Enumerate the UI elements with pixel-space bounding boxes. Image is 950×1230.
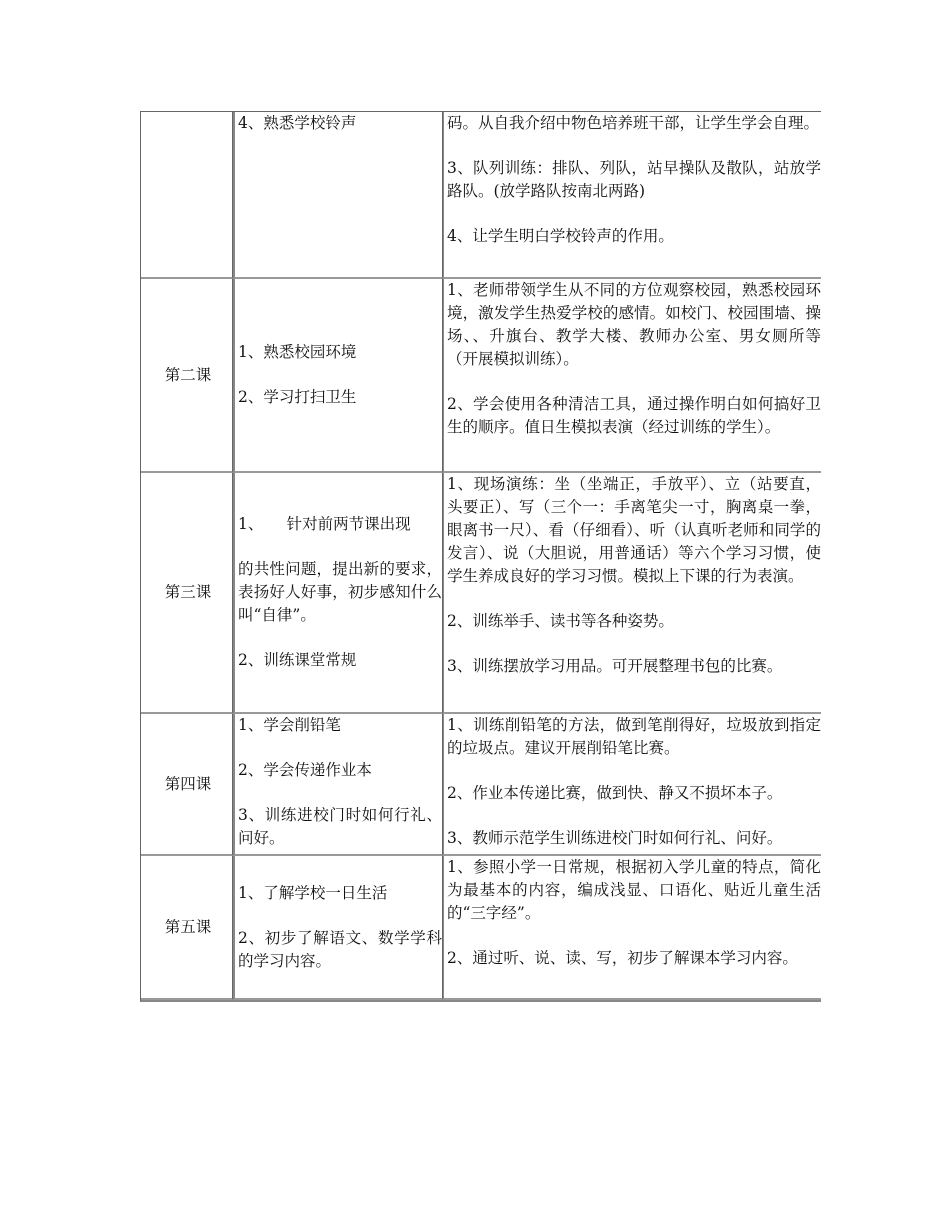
- goal-text: 1、了解学校一日生活: [238, 883, 388, 902]
- activities-cell: [443, 473, 821, 714]
- activities-cell: [443, 714, 821, 856]
- activity-text: 3、训练摆放学习用品。可开展整理书包的比赛。: [447, 657, 783, 675]
- goal-text: 2、训练课堂常规: [238, 651, 357, 669]
- lesson-plan-table: [140, 111, 821, 1002]
- goals-cell: [233, 473, 443, 714]
- goal-text: 2、学习打扫卫生: [238, 388, 357, 406]
- activity-text: 3、队列训练：排队、列队，站早操队及散队，站放学路队。(放学路队按南北两路): [447, 159, 821, 200]
- table-row: [141, 279, 821, 473]
- goals-cell: [233, 112, 443, 279]
- lesson-label-cell: 第五课: [141, 856, 233, 1000]
- lesson-label-cell: 第二课: [141, 279, 233, 473]
- table-row: [141, 473, 821, 714]
- table-row: [141, 714, 821, 856]
- goals-cell: [233, 856, 443, 1000]
- goal-text: 1、 针对前两节课出现: [238, 515, 411, 533]
- activity-text: 2、训练举手、读书等各种姿势。: [447, 612, 674, 630]
- activity-text: 4、让学生明白学校铃声的作用。: [447, 227, 674, 245]
- table-row: [141, 112, 821, 279]
- goal-text: 2、初步了解语文、数学学科的学习内容。: [238, 928, 442, 970]
- activity-text: 1、老师带领学生从不同的方位观察校园，熟悉校园环境，激发学生热爱学校的感情。如校门、校园围墙、操场、、升旗台、教学大楼、教师办公室、男女厕所等（开展模拟训练）。: [447, 281, 821, 368]
- activity-text: 1、训练削铅笔的方法，做到笔削得好，垃圾放到指定的垃圾点。建议开展削铅笔比赛。: [447, 716, 821, 757]
- activities-cell: [443, 279, 821, 473]
- activity-text: 码。从自我介绍中物色培养班干部，让学生学会自理。: [447, 114, 820, 132]
- goals-cell: [233, 279, 443, 473]
- activity-text: 2、作业本传递比赛，做到快、静又不损坏本子。: [447, 784, 783, 802]
- lesson-label-cell: 第三课: [141, 473, 233, 714]
- activity-text: 2、通过听、说、读、写，初步了解课本学习内容。: [447, 949, 798, 967]
- table-row: [141, 856, 821, 1000]
- activity-text: 2、学会使用各种清洁工具，通过操作明白如何搞好卫生的顺序。值日生模拟表演（经过训练的学生）。: [447, 395, 821, 436]
- goal-text: 2、学会传递作业本: [238, 761, 372, 779]
- activity-text: 1、参照小学一日常规，根据初入学儿童的特点，简化为最基本的内容，编成浅显、口语化、贴近儿童生活的“三字经”。: [447, 858, 821, 922]
- goal-text: 4、熟悉学校铃声: [238, 114, 357, 132]
- goal-text: 3、训练进校门时如何行礼、问好。: [238, 806, 442, 847]
- goals-cell: [233, 714, 443, 856]
- goal-text: 1、熟悉校园环境: [238, 343, 357, 361]
- activity-text: 1、现场演练：坐（坐端正，手放平）、立（站要直，头要正）、写（三个一：手离笔尖一寸，胸离桌一拳，眼离书一尺）、看（仔细看）、听（认真听老师和同学的发言）、说（大胆说，用普通话）等六个学习习惯，使学生养成良好的学习习惯。模拟上下课的行为表演。: [447, 475, 821, 585]
- activity-text: 3、教师示范学生训练进校门时如何行礼、问好。: [447, 829, 783, 847]
- activities-cell: [443, 856, 821, 1000]
- lesson-label-cell: 第四课: [141, 714, 233, 856]
- lesson-label-cell: [141, 112, 233, 279]
- activities-cell: [443, 112, 821, 279]
- goal-text: 的共性问题，提出新的要求，表扬好人好事，初步感知什么叫“自律”。: [238, 560, 442, 624]
- goal-text: 1、学会削铅笔: [238, 716, 341, 734]
